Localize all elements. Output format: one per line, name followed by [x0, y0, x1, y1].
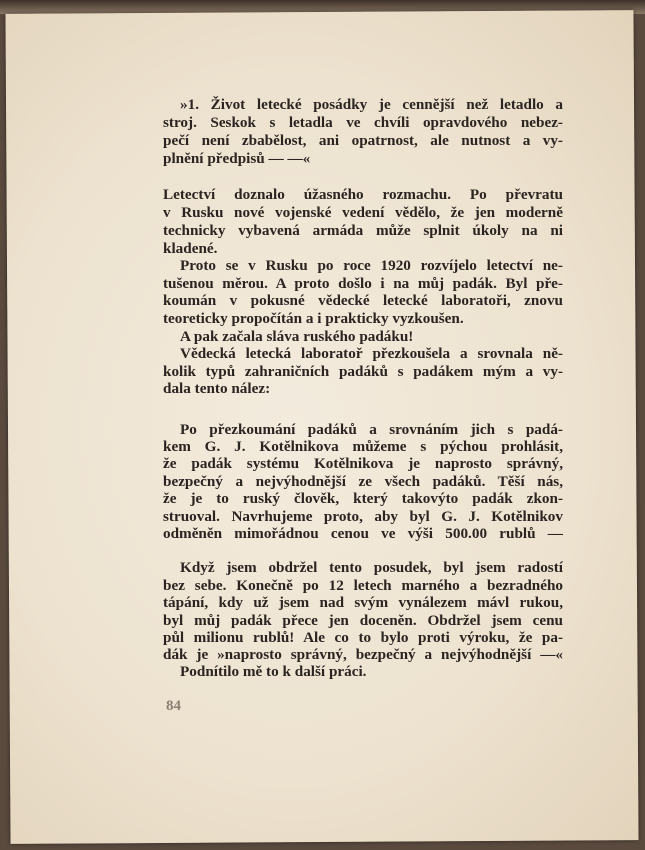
text-line: technicky vybavená armáda může splnit úkoly na ni — [163, 222, 563, 239]
text-line: plnění předpisů — —« — [163, 150, 311, 167]
paragraph-first-line: Proto se v Rusku po roce 1920 rozvíjelo letectví ne- — [180, 257, 563, 274]
text-line: kladené. — [163, 240, 218, 257]
text-line: dák je »naprosto správný, bezpečný a nejvýhodnější —« — [163, 646, 563, 663]
text-line: kem G. J. Kotělnikova můžeme s pýchou prohlásit, — [163, 438, 563, 455]
text-line: struoval. Navrhujeme proto, aby byl G. J. Kotělnikov — [163, 508, 563, 525]
text-line: půl milionu rublů! Ale co to bylo proti výroku, že pa- — [163, 629, 563, 646]
text-line: bezpečný a nejvýhodnější ze všech padáků. Těší nás, — [163, 473, 563, 490]
paragraph-first-line: Když jsem obdržel tento posudek, byl jsem radostí — [180, 559, 563, 576]
text-line: bez sebe. Konečně po 12 letech marného a bezradného — [163, 577, 563, 594]
text-line: dala tento nález: — [163, 380, 271, 397]
text-line: koumán v pokusné vědecké letecké laboratoři, znovu — [163, 292, 563, 309]
paragraph-first-line: Po přezkoumání padáků a srovnáním jich s padá- — [180, 421, 563, 438]
text-line: teoreticky propočítán a i prakticky vyzkoušen. — [163, 310, 464, 327]
text-line: že padák systému Kotělnikova je naprosto správný, — [163, 455, 563, 472]
text-line: stroj. Seskok s letadla ve chvíli opravdového nebez- — [163, 114, 563, 131]
text-line: byl můj padák přece jen doceněn. Obdržel jsem cenu — [163, 612, 563, 629]
text-line: tušenou měrou. A proto došlo i na můj padák. Byl pře- — [163, 275, 563, 292]
page-number: 84 — [166, 698, 181, 714]
paragraph-first-line: Podnítilo mě to k další práci. — [180, 663, 367, 680]
text-line: kolik typů zahraničních padáků s padákem mým a vy- — [163, 363, 563, 380]
paragraph-first-line: A pak začala sláva ruského padáku! — [180, 328, 414, 345]
text-line: že je to ruský člověk, který takovýto padák zkon- — [163, 490, 563, 507]
text-line: tápání, kdy už jsem nad svým vynálezem mávl rukou, — [163, 594, 563, 611]
text-line: pečí není zbabělost, ani opatrnost, ale nutnost a vy- — [163, 132, 563, 149]
text-line: odměněn mimořádnou cenou ve výši 500.00 rublů — — [163, 525, 563, 542]
paragraph-first-line: Letectví doznalo úžasného rozmachu. Po převratu — [163, 186, 563, 203]
text-line: v Rusku nové vojenské vedení vědělo, že jen moderně — [163, 204, 563, 221]
paragraph-first-line: »1. Život letecké posádky je cennější než letadlo a — [180, 96, 563, 113]
paragraph-first-line: Vědecká letecká laboratoř přezkoušela a srovnala ně- — [180, 345, 563, 362]
